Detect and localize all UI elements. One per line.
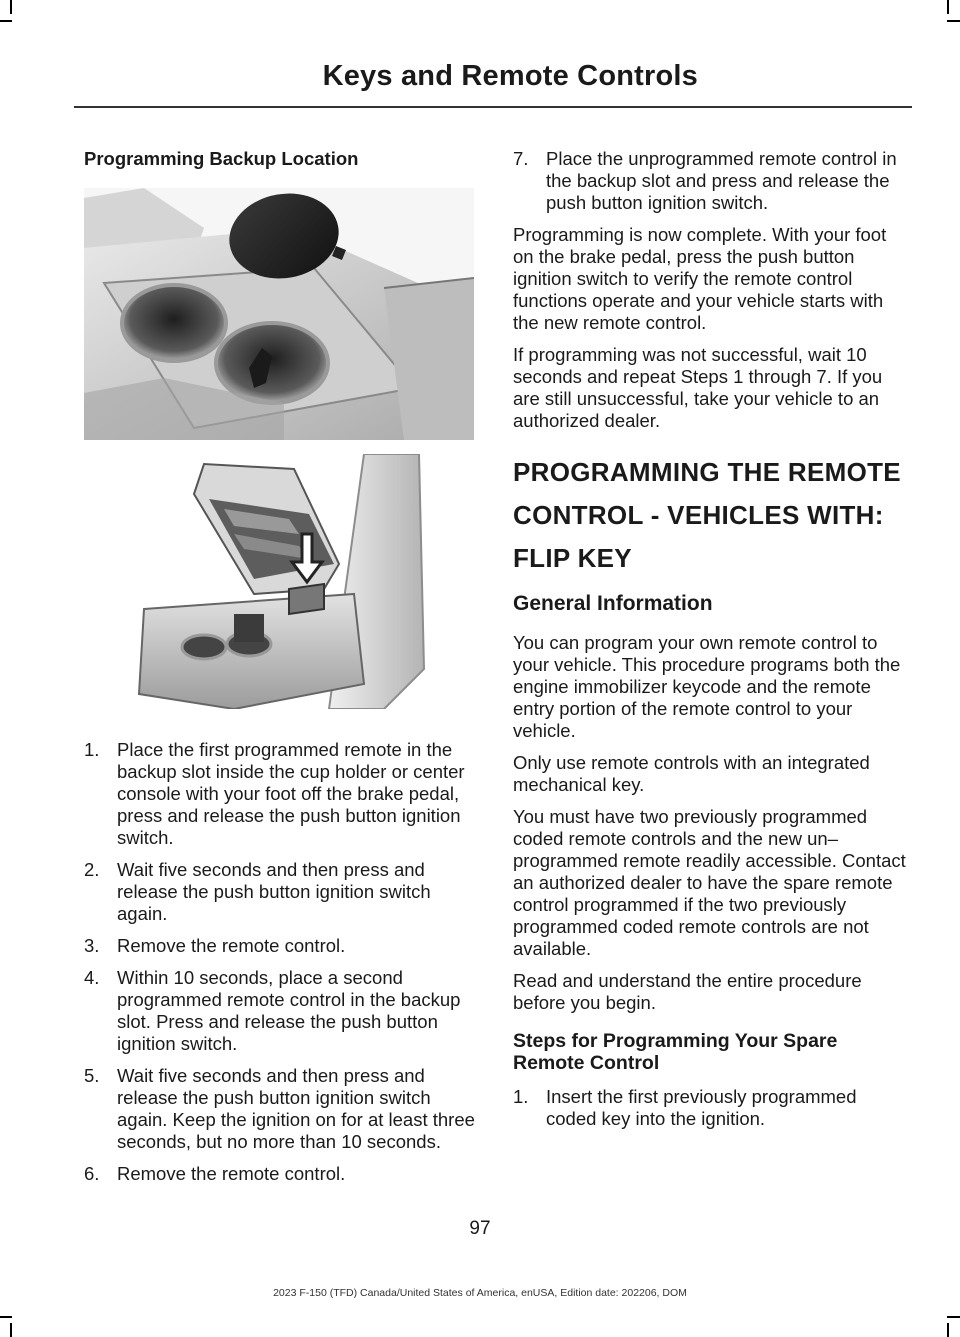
paragraph-programming-complete: Programming is now complete. With your foot on the brake pedal, press the push button ignition switch to verify the remote control functions operate and your vehicle starts with the new remote control. — [513, 224, 887, 333]
console-cupholder-drawing — [84, 188, 474, 440]
list-item: 4. Within 10 seconds, place a second programmed remote control in the backup slot. Press and release the push button ignition switch. — [84, 967, 461, 1054]
paragraph-program-own: You can program your own remote control to your vehicle. This procedure programs both the engine immobilizer keycode and the remote entry portion of the remote control to your vehicle. — [513, 632, 901, 741]
list-item: 2. Wait five seconds and then press and release the push button ignition switch again. — [84, 859, 431, 924]
section-heading: PROGRAMMING THE REMOTE CONTROL - VEHICLES WITH: FLIP KEY — [513, 457, 901, 573]
page-header-title: Keys and Remote Controls — [322, 60, 698, 92]
paragraph-read-procedure: Read and understand the entire procedure before you begin. — [513, 970, 862, 1013]
subheading-steps-spare-remote: Steps for Programming Your Spare Remote Control — [513, 1030, 838, 1074]
left-column — [84, 148, 479, 1195]
crop-mark-top-right-h — [947, 20, 960, 22]
header-divider — [74, 106, 912, 108]
list-item: 5. Wait five seconds and then press and release the push button ignition switch again. Keep the ignition on for at least three seconds, but no more than 10 seconds. — [84, 1065, 475, 1152]
crop-mark-top-left-h — [0, 20, 12, 22]
left-steps-list — [84, 739, 479, 1185]
crop-mark-bottom-left-h — [0, 1316, 12, 1318]
list-item: 3. Remove the remote control. — [84, 935, 346, 956]
right-steps-list-continued — [513, 148, 910, 214]
cup-holder-backup-slot-illustration — [84, 188, 474, 440]
paragraph-two-previously-programmed: You must have two previously programmed coded remote controls and the new un–programmed remote readily accessible. Contact an authorized dealer to have the spare remote control programmed if the two previously programmed coded remote controls are not available. — [513, 806, 906, 959]
paragraph-integrated-key: Only use remote controls with an integrated mechanical key. — [513, 752, 870, 795]
crop-mark-top-left — [10, 0, 12, 14]
crop-mark-bottom-right-h — [947, 1316, 960, 1318]
console-open-armrest-drawing — [84, 454, 474, 709]
subheading-general-information: General Information — [513, 592, 713, 615]
crop-mark-bottom-left — [10, 1323, 12, 1337]
right-steps-list — [513, 1086, 910, 1130]
paragraph-not-successful: If programming was not successful, wait 10 seconds and repeat Steps 1 through 7. If you are still unsuccessful, take your vehicle to an authorized dealer. — [513, 344, 883, 431]
section-subhead: Programming Backup Location — [84, 148, 359, 169]
list-item: 7. Place the unprogrammed remote control in the backup slot and press and release the push button ignition switch. — [513, 148, 897, 213]
list-item: 6. Remove the remote control. — [84, 1163, 346, 1184]
page-footer: 2023 F-150 (TFD) Canada/United States of America, enUSA, Edition date: 202206, DOM — [273, 1287, 687, 1299]
crop-mark-top-right — [947, 0, 949, 14]
list-item: 1. Insert the first previously programmed coded key into the ignition. — [513, 1086, 857, 1129]
page-number: 97 — [469, 1218, 491, 1239]
list-item: 1. Place the first programmed remote in the backup slot inside the cup holder or center console with your foot off the brake pedal, press and release the push button ignition switch. — [84, 739, 465, 848]
right-column — [513, 148, 910, 1140]
crop-mark-bottom-right — [947, 1323, 949, 1337]
center-console-backup-slot-illustration — [84, 454, 474, 709]
